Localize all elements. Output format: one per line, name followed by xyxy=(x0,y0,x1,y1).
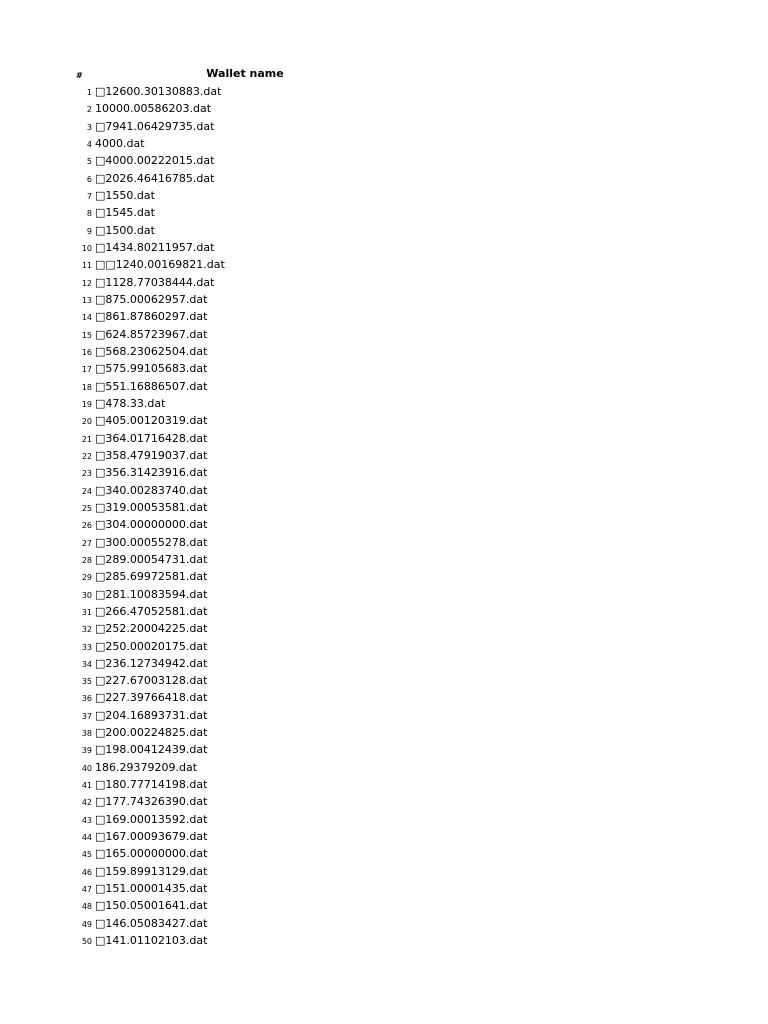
row-index: 46 xyxy=(81,867,92,877)
row-index: 22 xyxy=(81,451,92,461)
index-column-header: # xyxy=(76,71,83,80)
wallet-filename: □7941.06429735.dat xyxy=(95,119,215,133)
wallet-filename: □250.00020175.dat xyxy=(95,639,208,653)
row-index: 25 xyxy=(81,503,92,513)
row-index: 18 xyxy=(81,382,92,392)
wallet-row xyxy=(0,552,400,569)
wallet-filename: □177.74326390.dat xyxy=(95,795,208,809)
row-index: 12 xyxy=(81,278,92,288)
wallet-filename: □151.00001435.dat xyxy=(95,882,208,896)
wallet-row xyxy=(0,483,400,500)
row-index: 9 xyxy=(86,226,92,236)
row-index: 40 xyxy=(81,763,92,773)
wallet-row xyxy=(0,725,400,742)
wallet-row xyxy=(0,898,400,915)
wallet-row xyxy=(0,119,400,136)
wallet-row xyxy=(0,223,400,240)
wallet-filename: □2026.46416785.dat xyxy=(95,171,215,185)
wallet-row xyxy=(0,327,400,344)
wallet-row xyxy=(0,292,400,309)
wallet-row xyxy=(0,396,400,413)
row-index: 35 xyxy=(81,677,92,687)
row-index: 15 xyxy=(81,330,92,340)
wallet-row xyxy=(0,777,400,794)
wallet-row xyxy=(0,864,400,881)
wallet-filename: □12600.30130883.dat xyxy=(95,85,222,98)
wallet-row xyxy=(0,171,400,188)
wallet-row xyxy=(0,361,400,378)
wallet-filename: □281.10083594.dat xyxy=(95,587,208,601)
wallet-filename: □□1240.00169821.dat xyxy=(95,258,225,272)
wallet-row xyxy=(0,431,400,448)
row-index: 5 xyxy=(86,157,92,167)
row-index: 4 xyxy=(86,139,92,149)
wallet-filename: □167.00093679.dat xyxy=(95,830,208,844)
row-index: 37 xyxy=(81,711,92,721)
row-index: 38 xyxy=(81,729,92,739)
wallet-row xyxy=(0,916,400,933)
wallet-row xyxy=(0,604,400,621)
wallet-filename: □575.99105683.dat xyxy=(95,362,208,376)
row-index: 34 xyxy=(81,659,92,669)
row-index: 1 xyxy=(86,88,92,97)
wallet-row xyxy=(0,101,400,118)
row-index: 49 xyxy=(81,919,92,929)
wallet-filename: 10000.00586203.dat xyxy=(95,102,212,116)
wallet-filename: □478.33.dat xyxy=(95,396,166,410)
wallet-filename: □1128.77038444.dat xyxy=(95,275,215,289)
wallet-row xyxy=(0,933,400,950)
wallet-row xyxy=(0,812,400,829)
wallet-filename: □200.00224825.dat xyxy=(95,726,208,740)
wallet-filename: □861.87860297.dat xyxy=(95,310,208,324)
wallet-row xyxy=(0,344,400,361)
wallet-row xyxy=(0,535,400,552)
row-index: 13 xyxy=(81,295,92,305)
wallet-row xyxy=(0,500,400,517)
wallet-filename: □1500.dat xyxy=(95,223,155,237)
row-index: 28 xyxy=(81,555,92,565)
wallet-filename: □227.39766418.dat xyxy=(95,691,208,705)
wallet-filename: □340.00283740.dat xyxy=(95,483,208,497)
wallet-row xyxy=(0,639,400,656)
wallet-filename: □169.00013592.dat xyxy=(95,812,208,826)
wallet-filename: □1545.dat xyxy=(95,206,155,220)
wallet-row xyxy=(0,708,400,725)
wallet-filename: □4000.00222015.dat xyxy=(95,154,215,168)
row-index: 8 xyxy=(86,209,92,219)
wallet-filename: □141.01102103.dat xyxy=(95,934,208,948)
wallet-name-column-header: Wallet name xyxy=(206,67,284,80)
row-index: 43 xyxy=(81,815,92,825)
row-index: 7 xyxy=(86,191,92,201)
wallet-row xyxy=(0,153,400,170)
wallet-filename: □358.47919037.dat xyxy=(95,448,208,462)
wallet-filename: □159.89913129.dat xyxy=(95,864,208,878)
row-index: 44 xyxy=(81,833,92,843)
wallet-row xyxy=(0,136,400,153)
wallet-filename: □180.77714198.dat xyxy=(95,778,208,792)
wallet-row xyxy=(0,275,400,292)
row-index: 26 xyxy=(81,521,92,531)
row-index: 39 xyxy=(81,746,92,756)
row-index: 50 xyxy=(81,937,92,947)
row-index: 29 xyxy=(81,573,92,583)
wallet-filename: □624.85723967.dat xyxy=(95,327,208,341)
wallet-row xyxy=(0,829,400,846)
wallet-row xyxy=(0,379,400,396)
wallet-row xyxy=(0,656,400,673)
wallet-row xyxy=(0,760,400,777)
wallet-row xyxy=(0,673,400,690)
wallet-row xyxy=(0,690,400,707)
row-index: 11 xyxy=(81,261,92,271)
wallet-filename: □304.00000000.dat xyxy=(95,518,208,532)
wallet-filename: □300.00055278.dat xyxy=(95,535,208,549)
wallet-filename: □568.23062504.dat xyxy=(95,344,208,358)
wallet-filename: □356.31423916.dat xyxy=(95,466,208,480)
wallet-filename: 4000.dat xyxy=(95,136,145,150)
wallet-row xyxy=(0,517,400,534)
wallet-filename: □252.20004225.dat xyxy=(95,622,208,636)
wallet-filename: 186.29379209.dat xyxy=(95,760,198,774)
wallet-filename: □285.69972581.dat xyxy=(95,570,208,584)
wallet-row xyxy=(0,84,400,101)
wallet-filename: □165.00000000.dat xyxy=(95,847,208,861)
wallet-filename: □150.05001641.dat xyxy=(95,899,208,913)
wallet-row xyxy=(0,621,400,638)
wallet-filename: □236.12734942.dat xyxy=(95,656,208,670)
row-index: 47 xyxy=(81,885,92,895)
wallet-row xyxy=(0,188,400,205)
wallet-filename: □364.01716428.dat xyxy=(95,431,208,445)
row-index: 24 xyxy=(81,486,92,496)
wallet-filename: □1434.80211957.dat xyxy=(95,240,215,254)
wallet-row xyxy=(0,240,400,257)
wallet-filename: □266.47052581.dat xyxy=(95,604,208,618)
wallet-row xyxy=(0,742,400,759)
wallet-filename: □146.05083427.dat xyxy=(95,916,208,930)
row-index: 20 xyxy=(81,417,92,427)
row-index: 10 xyxy=(81,243,92,253)
row-index: 6 xyxy=(86,174,92,184)
wallet-row xyxy=(0,881,400,898)
row-index: 23 xyxy=(81,469,92,479)
wallet-row xyxy=(0,569,400,586)
row-index: 17 xyxy=(81,365,92,375)
wallet-row xyxy=(0,846,400,863)
wallet-row xyxy=(0,794,400,811)
row-index: 41 xyxy=(81,781,92,791)
row-index: 36 xyxy=(81,694,92,704)
row-index: 33 xyxy=(81,642,92,652)
wallet-filename: □875.00062957.dat xyxy=(95,292,208,306)
row-index: 32 xyxy=(81,625,92,635)
wallet-row xyxy=(0,413,400,430)
wallet-row xyxy=(0,448,400,465)
wallet-row xyxy=(0,257,400,274)
row-index: 42 xyxy=(81,798,92,808)
row-index: 27 xyxy=(81,538,92,548)
wallet-row xyxy=(0,587,400,604)
wallet-rows xyxy=(0,84,400,950)
wallet-filename: □289.00054731.dat xyxy=(95,552,208,566)
row-index: 16 xyxy=(81,347,92,357)
row-index: 30 xyxy=(81,590,92,600)
wallet-filename: □405.00120319.dat xyxy=(95,414,208,428)
row-index: 48 xyxy=(81,902,92,912)
row-index: 45 xyxy=(81,850,92,860)
row-index: 3 xyxy=(86,122,92,132)
wallet-filename: □551.16886507.dat xyxy=(95,379,208,393)
row-index: 14 xyxy=(81,313,92,323)
wallet-filename: □227.67003128.dat xyxy=(95,674,208,688)
row-index: 2 xyxy=(86,105,92,115)
wallet-filename: □204.16893731.dat xyxy=(95,708,208,722)
row-index: 21 xyxy=(81,434,92,444)
row-index: 31 xyxy=(81,607,92,617)
wallet-row xyxy=(0,205,400,222)
row-index: 19 xyxy=(81,399,92,409)
wallet-filename: □1550.dat xyxy=(95,188,155,202)
wallet-filename: □319.00053581.dat xyxy=(95,500,208,514)
wallet-row xyxy=(0,309,400,326)
wallet-filename: □198.00412439.dat xyxy=(95,743,208,757)
wallet-row xyxy=(0,465,400,482)
